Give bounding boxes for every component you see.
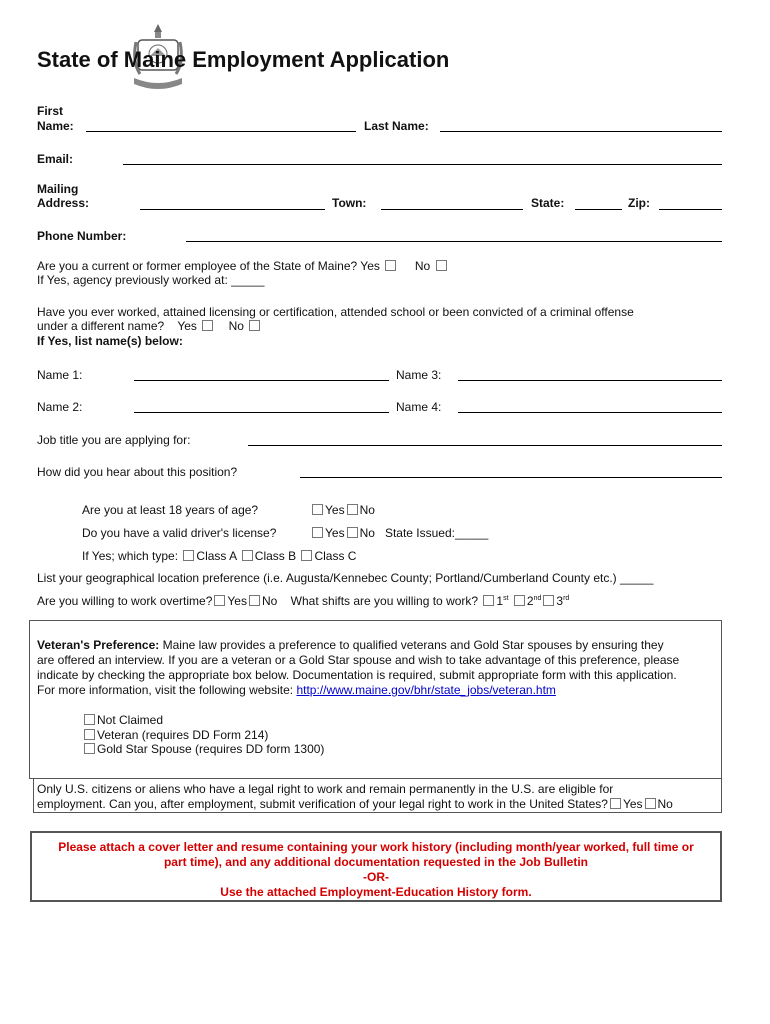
first-name-label: Name: <box>37 119 74 133</box>
shift-1st-sup: st <box>503 595 509 602</box>
overtime-yes-checkbox[interactable] <box>214 595 225 606</box>
license-no-checkbox[interactable] <box>347 527 358 538</box>
veteran-line1 <box>37 638 664 652</box>
shifts-question: What shifts are you willing to work? <box>290 594 479 608</box>
other-name-no-label: No <box>228 319 244 333</box>
not-claimed-checkbox[interactable] <box>84 714 95 725</box>
page-title: State of Maine Employment Application <box>37 47 450 72</box>
employee-no-label: No <box>414 259 431 273</box>
shift-1st-checkbox[interactable] <box>483 595 494 606</box>
notice-or: -OR- <box>363 870 389 884</box>
other-name-yes-checkbox[interactable] <box>202 320 213 331</box>
name2-input[interactable] <box>134 412 389 413</box>
phone-input[interactable] <box>186 241 722 242</box>
employee-question-text: Are you a current or former employee of the State of Maine? <box>37 259 358 273</box>
veteran-opt1 <box>82 713 163 727</box>
veteran-opt2 <box>82 728 268 742</box>
employee-no-checkbox[interactable] <box>436 260 447 271</box>
hear-about-input[interactable] <box>300 477 722 478</box>
state-input[interactable] <box>575 209 622 210</box>
shift-2nd-sup: nd <box>533 595 542 602</box>
license-no-label: No <box>359 526 375 540</box>
not-claimed-label: Not Claimed <box>97 713 164 727</box>
email-input[interactable] <box>123 164 722 165</box>
geo-preference: List your geographical location preference (i.e. Augusta/Kennebec County; Portland/Cumberland County etc.) _____ <box>37 571 654 585</box>
job-title-input[interactable] <box>248 445 722 446</box>
citizen-text2: employment. Can you, after employment, submit verification of your legal right to work in the United States? <box>37 797 608 811</box>
hear-about-label: How did you hear about this position? <box>37 465 238 479</box>
mailing-address-label: Address: <box>37 196 90 210</box>
class-b-checkbox[interactable] <box>242 550 253 561</box>
class-c-checkbox[interactable] <box>301 550 312 561</box>
notice-text2: part time), and any additional documentation requested in the Job Bulletin <box>163 855 589 869</box>
shift-2nd-checkbox[interactable] <box>514 595 525 606</box>
age-no-checkbox[interactable] <box>347 504 358 515</box>
shift-2nd-label: 2 <box>526 594 534 608</box>
overtime-yes-label: Yes <box>227 594 247 608</box>
mailing-address-input[interactable] <box>140 209 325 210</box>
citizen-yes-label: Yes <box>622 797 643 811</box>
name3-label: Name 3: <box>396 368 442 382</box>
age-no-label: No <box>359 503 375 517</box>
gold-star-label: Gold Star Spouse (requires DD form 1300) <box>97 742 325 756</box>
name2-label: Name 2: <box>37 400 83 414</box>
phone-label: Phone Number: <box>37 229 127 243</box>
town-label: Town: <box>332 196 367 210</box>
state-issued-label: State Issued:_____ <box>384 526 489 540</box>
veteran-line4 <box>37 683 556 697</box>
gold-star-checkbox[interactable] <box>84 743 95 754</box>
license-yes-label: Yes <box>325 526 345 540</box>
citizen-no-label: No <box>657 797 673 811</box>
first-name-label-line1: First <box>37 104 64 118</box>
other-name-no-checkbox[interactable] <box>249 320 260 331</box>
overtime-no-checkbox[interactable] <box>249 595 260 606</box>
veteran-link[interactable]: http://www.maine.gov/bhr/state_jobs/veteran.htm <box>296 683 556 697</box>
overtime-question: Are you willing to work overtime? <box>37 594 213 608</box>
town-input[interactable] <box>381 209 523 210</box>
license-options <box>310 526 488 540</box>
citizen-no-checkbox[interactable] <box>645 798 656 809</box>
email-label: Email: <box>37 152 74 166</box>
class-a-checkbox[interactable] <box>183 550 194 561</box>
veteran-checkbox[interactable] <box>84 729 95 740</box>
age-yes-label: Yes <box>325 503 345 517</box>
first-name-input[interactable] <box>86 131 356 132</box>
other-name-question <box>37 319 262 333</box>
class-c-label: Class C <box>314 549 357 563</box>
veteran-opt3 <box>82 742 324 756</box>
citizen-text1: Only U.S. citizens or aliens who have a legal right to work and remain permanently in the U.S. are eligible for <box>37 782 614 796</box>
overtime-no-label: No <box>261 594 278 608</box>
mailing-label-line1: Mailing <box>37 182 79 196</box>
employee-question <box>37 259 449 273</box>
class-a-label: Class A <box>196 549 237 563</box>
employee-yes-checkbox[interactable] <box>385 260 396 271</box>
age-question: Are you at least 18 years of age? <box>82 503 259 517</box>
other-name-line2: under a different name? <box>37 319 165 333</box>
veteran-heading: Veteran's Preference: <box>37 638 160 652</box>
last-name-input[interactable] <box>440 131 722 132</box>
last-name-label: Last Name: <box>364 119 429 133</box>
shift-1st-label: 1 <box>496 594 504 608</box>
shift-3rd-label: 3 <box>556 594 564 608</box>
citizen-yes-checkbox[interactable] <box>610 798 621 809</box>
license-type-row <box>82 549 356 563</box>
name1-label: Name 1: <box>37 368 83 382</box>
list-names-label: If Yes, list name(s) below: <box>37 334 183 348</box>
other-name-line1: Have you ever worked, attained licensing or certification, attended school or been convicted of a criminal offense <box>37 305 634 319</box>
class-b-label: Class B <box>254 549 297 563</box>
age-yes-checkbox[interactable] <box>312 504 323 515</box>
license-question: Do you have a valid driver's license? <box>82 526 277 540</box>
notice-text4: Use the attached Employment-Education History form. <box>220 885 532 899</box>
veteran-label: Veteran (requires DD Form 214) <box>97 728 269 742</box>
name1-input[interactable] <box>134 380 389 381</box>
zip-label: Zip: <box>628 196 650 210</box>
veteran-text2: are offered an interview. If you are a veteran or a Gold Star spouse and wish to take advantage of this preference, please <box>37 653 680 667</box>
name4-label: Name 4: <box>396 400 442 414</box>
citizen-line2 <box>37 797 673 811</box>
age-options <box>310 503 375 517</box>
notice-text1: Please attach a cover letter and resume containing your work history (including month/year worked, full time or <box>58 840 694 854</box>
veteran-text1: Maine law provides a preference to qualified veterans and Gold Star spouses by ensuring they <box>162 638 664 652</box>
zip-input[interactable] <box>659 209 722 210</box>
notice-box <box>30 831 722 902</box>
other-name-yes-label: Yes <box>177 319 197 333</box>
name3-input[interactable] <box>458 380 722 381</box>
employee-yes-label: Yes <box>360 259 380 273</box>
shift-3rd-checkbox[interactable] <box>543 595 554 606</box>
license-yes-checkbox[interactable] <box>312 527 323 538</box>
shift-3rd-sup: rd <box>563 595 570 602</box>
state-label: State: <box>531 196 565 210</box>
job-title-label: Job title you are applying for: <box>37 433 191 447</box>
veteran-text3: indicate by checking the appropriate box below. Documentation is required, submit appropriate form with this application. <box>37 668 677 682</box>
agency-line: If Yes, agency previously worked at: _____ <box>37 273 265 287</box>
license-type-label: If Yes; which type: <box>82 549 179 563</box>
overtime-row <box>37 594 569 608</box>
name4-input[interactable] <box>458 412 722 413</box>
veteran-text4: For more information, visit the following website: <box>37 683 294 697</box>
